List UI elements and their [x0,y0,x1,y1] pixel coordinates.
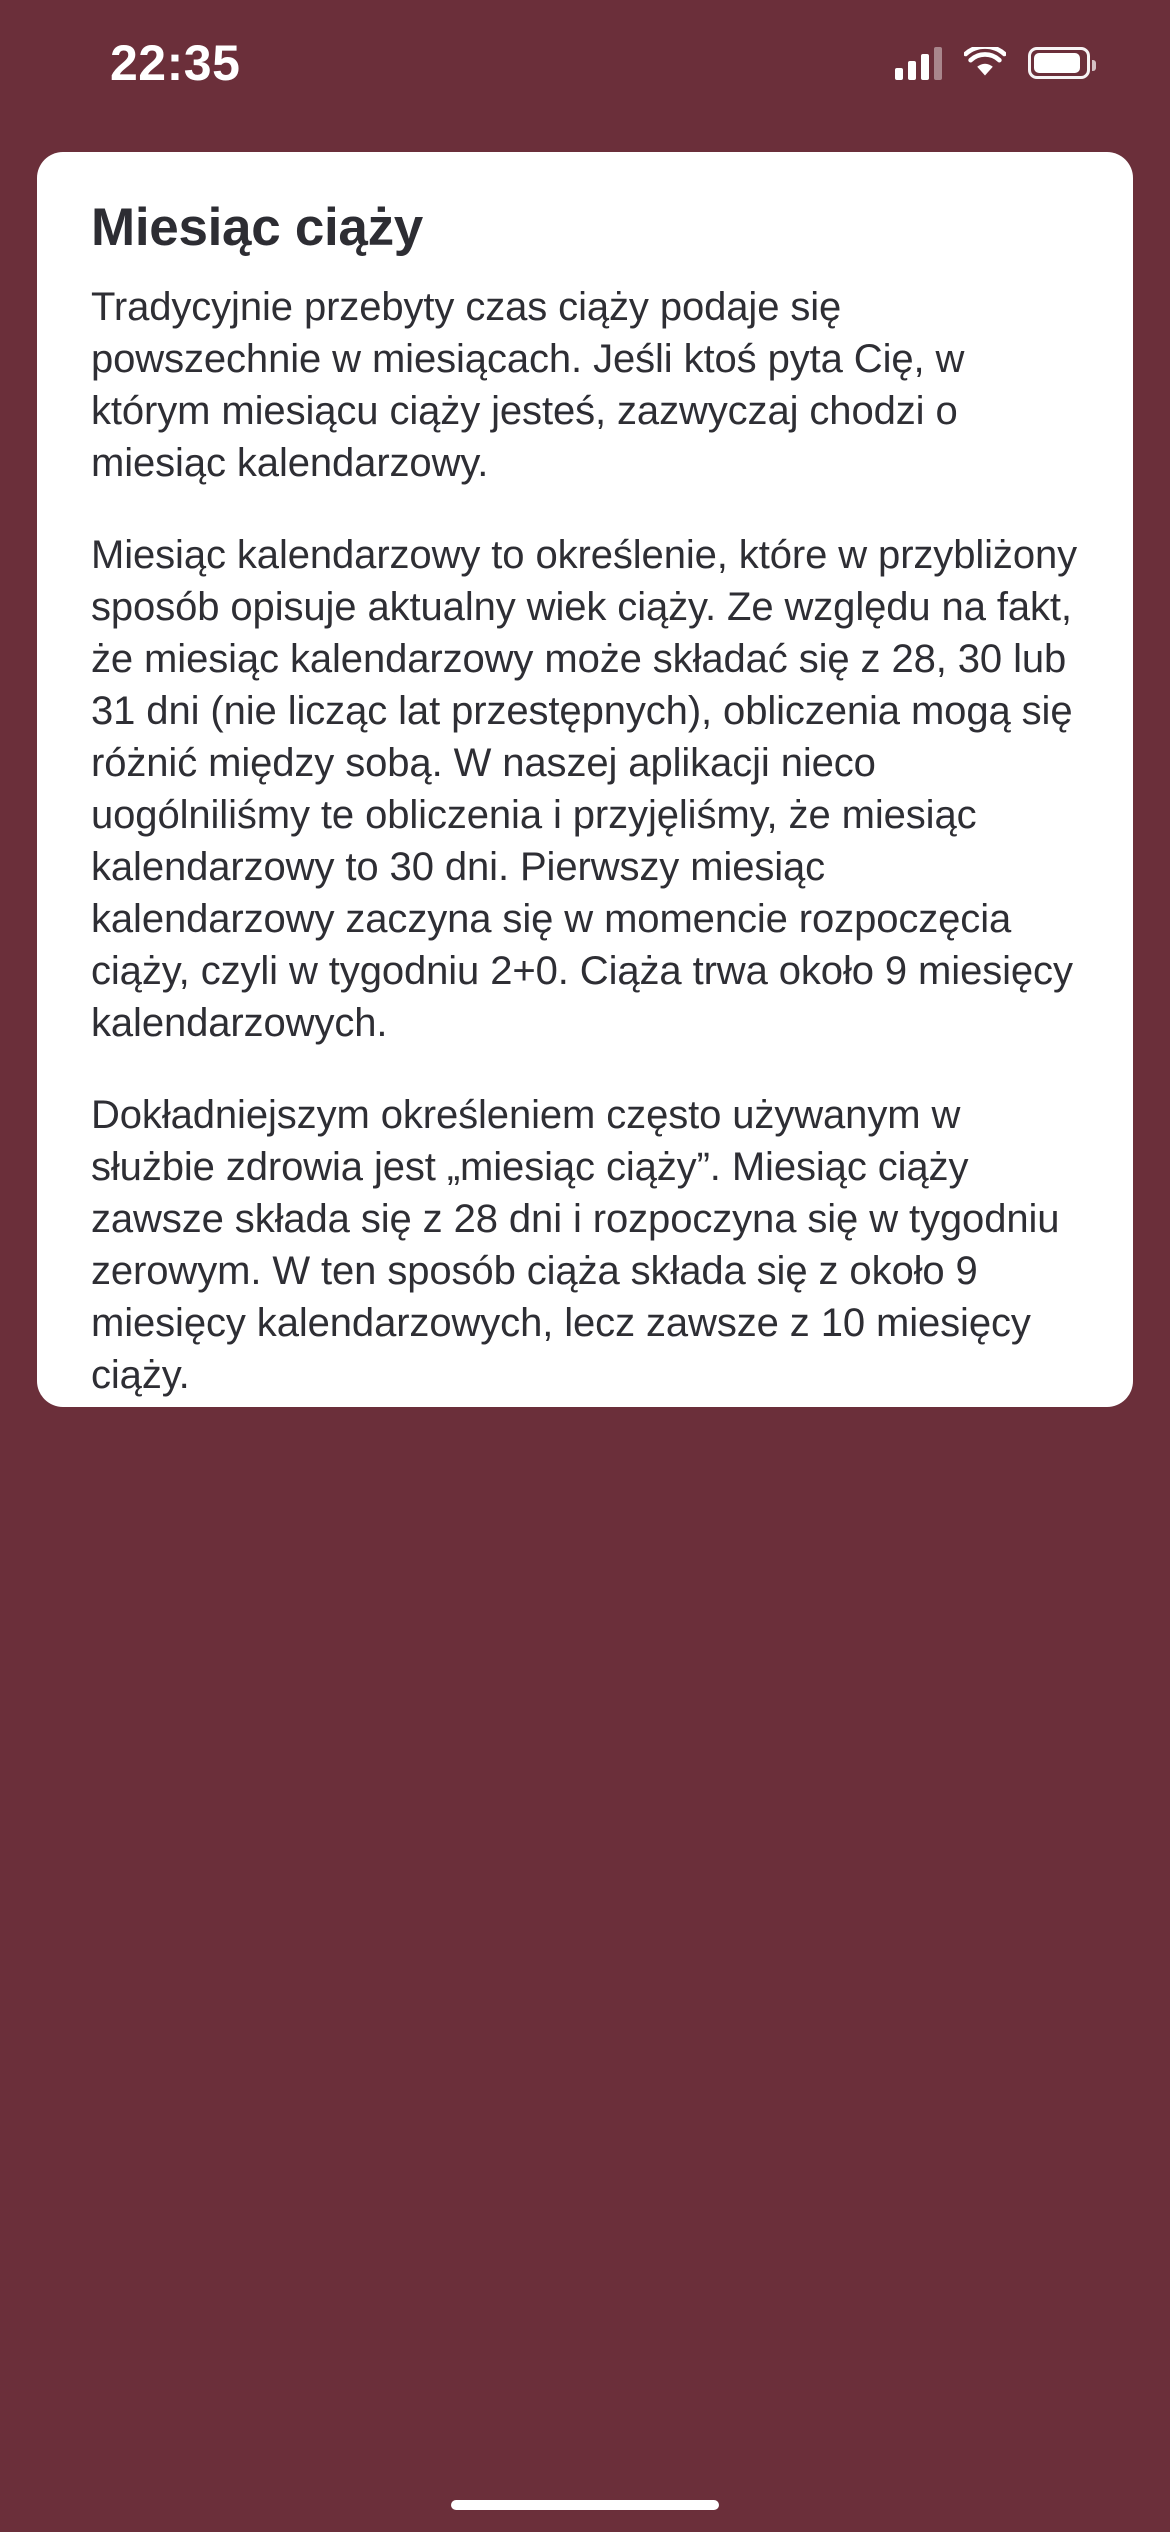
status-bar [0,0,1170,120]
card-body [91,281,1079,1401]
battery-fill [1034,53,1080,73]
status-bar-time: 22:35 [110,35,241,91]
paragraph: Dokładniejszym określeniem często używanym w służbie zdrowia jest „miesiąc ciąży”. Miesiąc ciąży zawsze składa się z 28 dni i rozpoczyna się w tygodniu zerowym. W ten sposób ciąża składa się z około 9 miesięcy kalendarzowych, lecz zawsze z 10 miesięcy ciąży. [91,1092,1060,1397]
cellular-bars-icon [895,46,942,80]
info-card [37,152,1133,1407]
wifi-icon [964,47,1006,79]
page-title: Miesiąc ciąży [91,198,423,257]
paragraph: Tradycyjnie przebyty czas ciąży podaje się powszechnie w miesiącach. Jeśli ktoś pyta Cię, w którym miesiącu ciąży jesteś, zazwyczaj chodzi o miesiąc kalendarzowy. [91,284,965,485]
status-bar-indicators [895,40,1090,80]
paragraph: Miesiąc kalendarzowy to określenie, które w przybliżony sposób opisuje aktualny wiek ciąży. Ze względu na fakt, że miesiąc kalendarzowy może składać się z 28, 30 lub 31 dni (nie licząc lat przestępnych), obliczenia mogą się różnić między sobą. W naszej aplikacji nieco uogólniliśmy te obliczenia i przyjęliśmy, że miesiąc kalendarzowy to 30 dni. Pierwszy miesiąc kalendarzowy zaczyna się w momencie rozpoczęcia ciąży, czyli w tygodniu 2+0. Ciąża trwa około 9 miesięcy kalendarzowych. [91,532,1078,1045]
home-indicator[interactable] [451,2500,719,2510]
battery-icon [1028,47,1090,79]
